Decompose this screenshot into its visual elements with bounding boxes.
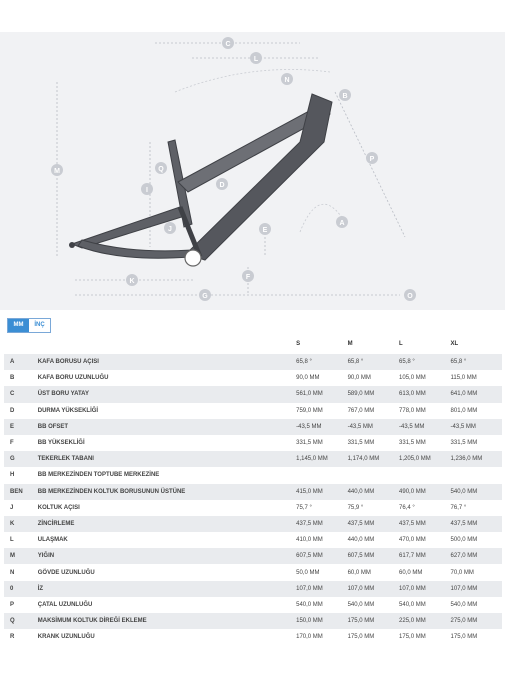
- value-xl: 627,0 MM: [451, 548, 502, 564]
- row-key: R: [4, 629, 38, 645]
- row-label: İZ: [38, 581, 296, 597]
- svg-text:K: K: [129, 278, 135, 285]
- row-key: H: [4, 467, 38, 483]
- value-m: 440,0 MM: [348, 484, 399, 500]
- table-row: [4, 467, 502, 483]
- value-l: [399, 467, 450, 483]
- row-label: BB YÜKSEKLİĞİ: [38, 435, 296, 451]
- svg-text:E: E: [262, 227, 268, 234]
- value-l: 613,0 MM: [399, 386, 450, 402]
- value-s: 75,7 °: [296, 500, 347, 516]
- value-l: 1,205,0 MM: [399, 451, 450, 467]
- row-label: ZİNCİRLEME: [38, 516, 296, 532]
- header-size-s: S: [296, 341, 301, 347]
- value-l: 490,0 MM: [399, 484, 450, 500]
- row-key: G: [4, 451, 38, 467]
- table-row: [4, 532, 502, 548]
- value-m: 65,8 °: [348, 354, 399, 370]
- header-size-l: L: [399, 341, 403, 347]
- value-m: [348, 467, 399, 483]
- table-row: [4, 516, 502, 532]
- row-key: J: [4, 500, 38, 516]
- row-key: P: [4, 597, 38, 613]
- value-s: 90,0 MM: [296, 370, 347, 386]
- value-s: 561,0 MM: [296, 386, 347, 402]
- value-xl: 801,0 MM: [451, 403, 502, 419]
- value-l: -43,5 MM: [399, 419, 450, 435]
- value-xl: 175,0 MM: [451, 629, 502, 645]
- value-l: 60,0 MM: [399, 564, 450, 580]
- value-xl: 1,236,0 MM: [451, 451, 502, 467]
- row-label: BB MERKEZİNDEN KOLTUK BORUSUNUN ÜSTÜNE: [38, 484, 296, 500]
- value-s: 65,8 °: [296, 354, 347, 370]
- value-m: 175,0 MM: [348, 629, 399, 645]
- row-key: Q: [4, 613, 38, 629]
- value-m: 331,5 MM: [348, 435, 399, 451]
- value-l: 175,0 MM: [399, 629, 450, 645]
- value-s: 170,0 MM: [296, 629, 347, 645]
- row-label: GÖVDE UZUNLUĞU: [38, 564, 296, 580]
- value-s: 331,5 MM: [296, 435, 347, 451]
- row-label: MAKSİMUM KOLTUK DİREĞİ EKLEME: [38, 613, 296, 629]
- table-row: [4, 548, 502, 564]
- table-row: [4, 597, 502, 613]
- table-row: [4, 386, 502, 402]
- row-key: F: [4, 435, 38, 451]
- value-l: 76,4 °: [399, 500, 450, 516]
- unit-mm-button[interactable]: MM: [8, 319, 29, 332]
- row-label: ÇATAL UZUNLUĞU: [38, 597, 296, 613]
- table-row: [4, 564, 502, 580]
- value-m: 589,0 MM: [348, 386, 399, 402]
- row-key: E: [4, 419, 38, 435]
- row-key: L: [4, 532, 38, 548]
- svg-text:F: F: [245, 274, 251, 281]
- svg-text:N: N: [284, 77, 290, 84]
- row-label: TEKERLEK TABANI: [38, 451, 296, 467]
- value-l: 107,0 MM: [399, 581, 450, 597]
- row-label: KOLTUK AÇISI: [38, 500, 296, 516]
- geometry-table: [4, 334, 502, 645]
- svg-text:B: B: [342, 93, 348, 100]
- row-key: A: [4, 354, 38, 370]
- value-xl: -43,5 MM: [451, 419, 502, 435]
- svg-text:P: P: [369, 156, 375, 163]
- value-m: 437,5 MM: [348, 516, 399, 532]
- table-row: [4, 435, 502, 451]
- row-key: 0: [4, 581, 38, 597]
- row-label: DURMA YÜKSEKLİĞİ: [38, 403, 296, 419]
- table-header-row: [4, 334, 502, 354]
- value-xl: [451, 467, 502, 483]
- value-s: [296, 467, 347, 483]
- value-s: 150,0 MM: [296, 613, 347, 629]
- table-row: [4, 629, 502, 645]
- row-key: B: [4, 370, 38, 386]
- value-m: 1,174,0 MM: [348, 451, 399, 467]
- value-xl: 65,8 °: [451, 354, 502, 370]
- value-s: 607,5 MM: [296, 548, 347, 564]
- value-xl: 500,0 MM: [451, 532, 502, 548]
- svg-text:I: I: [146, 187, 148, 194]
- value-m: 540,0 MM: [348, 597, 399, 613]
- table-row: [4, 419, 502, 435]
- value-xl: 107,0 MM: [451, 581, 502, 597]
- row-label: BB OFSET: [38, 419, 296, 435]
- value-l: 225,0 MM: [399, 613, 450, 629]
- table-row: [4, 354, 502, 370]
- value-m: 75,9 °: [348, 500, 399, 516]
- geometry-diagram: [0, 32, 505, 310]
- frame-illustration: [0, 32, 505, 310]
- row-label: KAFA BORU UZUNLUĞU: [38, 370, 296, 386]
- value-s: 415,0 MM: [296, 484, 347, 500]
- svg-text:A: A: [339, 220, 345, 227]
- value-xl: 70,0 MM: [451, 564, 502, 580]
- svg-text:J: J: [168, 226, 172, 233]
- value-s: 437,5 MM: [296, 516, 347, 532]
- row-key: K: [4, 516, 38, 532]
- value-l: 437,5 MM: [399, 516, 450, 532]
- svg-text:G: G: [202, 293, 208, 300]
- value-l: 331,5 MM: [399, 435, 450, 451]
- value-xl: 115,0 MM: [451, 370, 502, 386]
- value-s: 410,0 MM: [296, 532, 347, 548]
- row-key: C: [4, 386, 38, 402]
- unit-inch-button[interactable]: İNÇ: [29, 319, 50, 332]
- value-xl: 331,5 MM: [451, 435, 502, 451]
- table-row: [4, 484, 502, 500]
- value-xl: 76,7 °: [451, 500, 502, 516]
- header-size-m: M: [347, 341, 353, 347]
- value-l: 105,0 MM: [399, 370, 450, 386]
- value-l: 470,0 MM: [399, 532, 450, 548]
- row-key: M: [4, 548, 38, 564]
- value-m: 607,5 MM: [348, 548, 399, 564]
- table-row: [4, 613, 502, 629]
- value-l: 65,8 °: [399, 354, 450, 370]
- row-label: ÜST BORU YATAY: [38, 386, 296, 402]
- svg-text:O: O: [407, 293, 413, 300]
- value-xl: 540,0 MM: [451, 484, 502, 500]
- svg-text:C: C: [225, 41, 231, 48]
- value-m: 440,0 MM: [348, 532, 399, 548]
- row-key: N: [4, 564, 38, 580]
- value-s: 50,0 MM: [296, 564, 347, 580]
- header-size-xl: XL: [450, 341, 459, 347]
- svg-text:M: M: [54, 168, 60, 175]
- table-row: [4, 370, 502, 386]
- value-m: -43,5 MM: [348, 419, 399, 435]
- value-s: 540,0 MM: [296, 597, 347, 613]
- value-m: 767,0 MM: [348, 403, 399, 419]
- table-row: [4, 500, 502, 516]
- row-label: ULAŞMAK: [38, 532, 296, 548]
- value-s: -43,5 MM: [296, 419, 347, 435]
- row-key: BEN: [4, 484, 38, 500]
- svg-text:Q: Q: [158, 166, 164, 173]
- value-l: 778,0 MM: [399, 403, 450, 419]
- table-row: [4, 403, 502, 419]
- value-s: 107,0 MM: [296, 581, 347, 597]
- row-label: BB MERKEZİNDEN TOPTUBE MERKEZİNE: [38, 467, 296, 483]
- value-m: 175,0 MM: [348, 613, 399, 629]
- value-xl: 437,5 MM: [451, 516, 502, 532]
- header-key: [4, 334, 38, 354]
- row-label: KRANK UZUNLUĞU: [38, 629, 296, 645]
- row-key: D: [4, 403, 38, 419]
- value-m: 60,0 MM: [348, 564, 399, 580]
- svg-text:L: L: [253, 56, 259, 63]
- value-l: 540,0 MM: [399, 597, 450, 613]
- row-label: KAFA BORUSU AÇISI: [38, 354, 296, 370]
- value-s: 759,0 MM: [296, 403, 347, 419]
- value-xl: 540,0 MM: [451, 597, 502, 613]
- table-row: [4, 581, 502, 597]
- value-l: 617,7 MM: [399, 548, 450, 564]
- unit-toggle[interactable]: [7, 318, 51, 333]
- value-xl: 641,0 MM: [451, 386, 502, 402]
- row-label: YIĞIN: [38, 548, 296, 564]
- value-m: 107,0 MM: [348, 581, 399, 597]
- value-xl: 275,0 MM: [451, 613, 502, 629]
- value-s: 1,145,0 MM: [296, 451, 347, 467]
- header-label: [38, 334, 296, 354]
- value-m: 90,0 MM: [348, 370, 399, 386]
- svg-text:D: D: [219, 182, 225, 189]
- table-row: [4, 451, 502, 467]
